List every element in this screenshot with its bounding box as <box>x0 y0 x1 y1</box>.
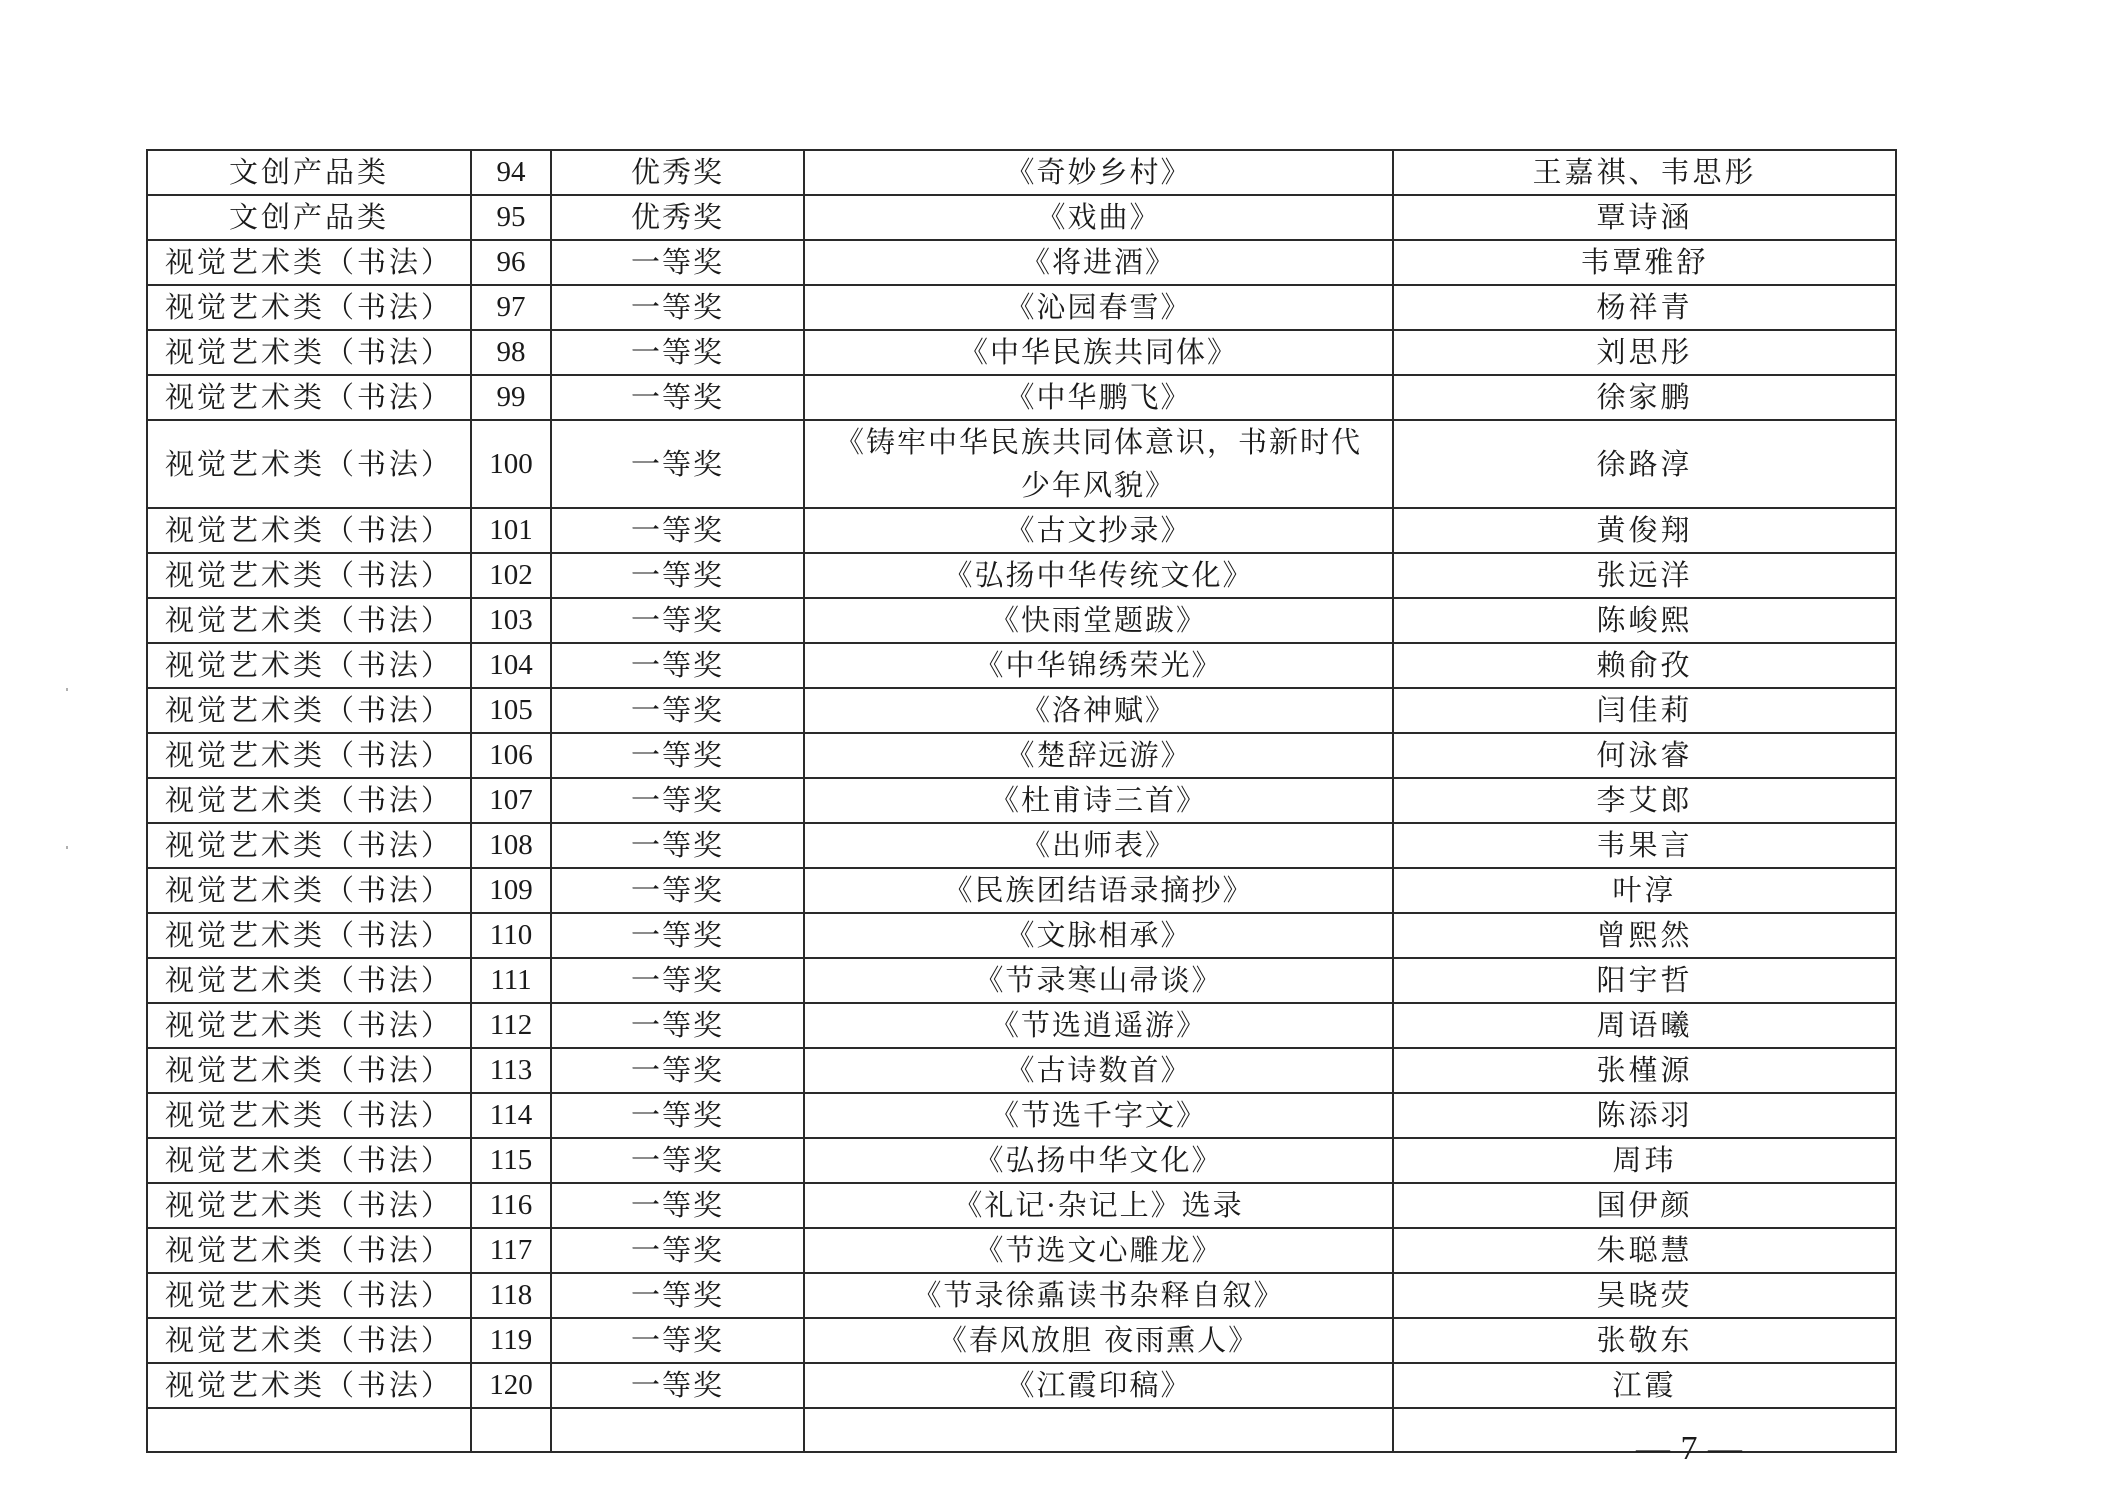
work-title-cell: 《杜甫诗三首》 <box>804 778 1393 823</box>
work-title-cell: 《弘扬中华文化》 <box>804 1138 1393 1183</box>
table-row <box>147 375 1896 420</box>
author-cell: 曾熙然 <box>1393 913 1896 958</box>
category-cell: 视觉艺术类（书法） <box>147 1138 471 1183</box>
work-title-cell: 《中华鹏飞》 <box>804 375 1393 420</box>
author-cell: 韦覃雅舒 <box>1393 240 1896 285</box>
category-cell: 视觉艺术类（书法） <box>147 508 471 553</box>
award-cell: 一等奖 <box>551 1228 804 1273</box>
scan-speck <box>66 688 68 691</box>
award-cell: 一等奖 <box>551 375 804 420</box>
author-cell: 周语曦 <box>1393 1003 1896 1048</box>
number-cell: 113 <box>471 1048 551 1093</box>
category-cell <box>147 1408 471 1452</box>
category-cell: 视觉艺术类（书法） <box>147 733 471 778</box>
category-cell: 视觉艺术类（书法） <box>147 868 471 913</box>
table-row <box>147 1003 1896 1048</box>
table-row <box>147 553 1896 598</box>
award-cell: 一等奖 <box>551 823 804 868</box>
author-cell: 徐路淳 <box>1393 420 1896 508</box>
work-title-cell: 《春风放胆 夜雨熏人》 <box>804 1318 1393 1363</box>
number-cell: 119 <box>471 1318 551 1363</box>
number-cell: 102 <box>471 553 551 598</box>
number-cell: 114 <box>471 1093 551 1138</box>
category-cell: 视觉艺术类（书法） <box>147 778 471 823</box>
number-cell: 99 <box>471 375 551 420</box>
awards-table <box>146 149 1897 1453</box>
award-cell <box>551 1408 804 1452</box>
category-cell: 视觉艺术类（书法） <box>147 1048 471 1093</box>
author-cell: 杨祥青 <box>1393 285 1896 330</box>
award-cell: 一等奖 <box>551 1273 804 1318</box>
author-cell: 陈添羽 <box>1393 1093 1896 1138</box>
category-cell: 视觉艺术类（书法） <box>147 1003 471 1048</box>
category-cell: 视觉艺术类（书法） <box>147 823 471 868</box>
number-cell: 101 <box>471 508 551 553</box>
author-cell: 吴晓荧 <box>1393 1273 1896 1318</box>
award-cell: 一等奖 <box>551 778 804 823</box>
author-cell: 张敬东 <box>1393 1318 1896 1363</box>
table-row <box>147 643 1896 688</box>
table-row <box>147 240 1896 285</box>
work-title-cell: 《楚辞远游》 <box>804 733 1393 778</box>
award-cell: 一等奖 <box>551 868 804 913</box>
number-cell: 112 <box>471 1003 551 1048</box>
number-cell: 106 <box>471 733 551 778</box>
work-title-cell: 《节录徐鼒读书杂释自叙》 <box>804 1273 1393 1318</box>
work-title-cell: 《节选逍遥游》 <box>804 1003 1393 1048</box>
category-cell: 视觉艺术类（书法） <box>147 240 471 285</box>
table-row <box>147 778 1896 823</box>
award-cell: 一等奖 <box>551 1183 804 1228</box>
work-title-cell: 《节选千字文》 <box>804 1093 1393 1138</box>
work-title-cell <box>804 420 1393 508</box>
table-row <box>147 330 1896 375</box>
author-cell: 陈峻熙 <box>1393 598 1896 643</box>
number-cell: 116 <box>471 1183 551 1228</box>
table-row <box>147 150 1896 195</box>
work-title-cell: 《江霞印稿》 <box>804 1363 1393 1408</box>
author-cell: 张槿源 <box>1393 1048 1896 1093</box>
award-cell: 一等奖 <box>551 1363 804 1408</box>
author-cell: 叶淳 <box>1393 868 1896 913</box>
category-cell: 视觉艺术类（书法） <box>147 285 471 330</box>
author-cell: 张远洋 <box>1393 553 1896 598</box>
number-cell: 109 <box>471 868 551 913</box>
work-title-cell: 《中华锦绣荣光》 <box>804 643 1393 688</box>
award-cell: 一等奖 <box>551 240 804 285</box>
category-cell: 视觉艺术类（书法） <box>147 553 471 598</box>
author-cell: 黄俊翔 <box>1393 508 1896 553</box>
award-cell: 一等奖 <box>551 688 804 733</box>
category-cell: 视觉艺术类（书法） <box>147 1093 471 1138</box>
award-cell: 优秀奖 <box>551 195 804 240</box>
category-cell: 文创产品类 <box>147 150 471 195</box>
work-title-cell: 《古诗数首》 <box>804 1048 1393 1093</box>
category-cell: 视觉艺术类（书法） <box>147 643 471 688</box>
award-cell: 一等奖 <box>551 1318 804 1363</box>
award-cell: 一等奖 <box>551 913 804 958</box>
table-row <box>147 913 1896 958</box>
number-cell: 111 <box>471 958 551 1003</box>
number-cell: 108 <box>471 823 551 868</box>
category-cell: 视觉艺术类（书法） <box>147 958 471 1003</box>
award-cell: 一等奖 <box>551 598 804 643</box>
author-cell: 李艾郎 <box>1393 778 1896 823</box>
number-cell: 96 <box>471 240 551 285</box>
number-cell: 103 <box>471 598 551 643</box>
number-cell: 100 <box>471 420 551 508</box>
work-title-cell: 《弘扬中华传统文化》 <box>804 553 1393 598</box>
author-cell: 王嘉祺、韦思彤 <box>1393 150 1896 195</box>
award-cell: 一等奖 <box>551 643 804 688</box>
number-cell: 104 <box>471 643 551 688</box>
award-cell: 一等奖 <box>551 1093 804 1138</box>
work-title-cell: 《礼记·杂记上》选录 <box>804 1183 1393 1228</box>
work-title-cell: 《将进酒》 <box>804 240 1393 285</box>
category-cell: 视觉艺术类（书法） <box>147 598 471 643</box>
number-cell: 98 <box>471 330 551 375</box>
category-cell: 视觉艺术类（书法） <box>147 1363 471 1408</box>
table-row <box>147 823 1896 868</box>
category-cell: 视觉艺术类（书法） <box>147 1183 471 1228</box>
number-cell: 110 <box>471 913 551 958</box>
work-title-cell: 《节选文心雕龙》 <box>804 1228 1393 1273</box>
work-title-cell: 《节录寒山帚谈》 <box>804 958 1393 1003</box>
work-title-cell: 《古文抄录》 <box>804 508 1393 553</box>
scan-speck <box>66 846 68 849</box>
award-cell: 一等奖 <box>551 508 804 553</box>
category-cell: 视觉艺术类（书法） <box>147 1318 471 1363</box>
table-row <box>147 1273 1896 1318</box>
award-cell: 一等奖 <box>551 733 804 778</box>
work-title-line-1: 《铸牢中华民族共同体意识，书新时代 <box>834 425 1362 459</box>
awards-table-body <box>147 150 1896 1452</box>
award-cell: 一等奖 <box>551 285 804 330</box>
author-cell: 阳宇哲 <box>1393 958 1896 1003</box>
category-cell: 视觉艺术类（书法） <box>147 330 471 375</box>
number-cell: 120 <box>471 1363 551 1408</box>
table-row <box>147 1093 1896 1138</box>
award-cell: 一等奖 <box>551 1048 804 1093</box>
table-row <box>147 958 1896 1003</box>
work-title-cell: 《出师表》 <box>804 823 1393 868</box>
award-cell: 一等奖 <box>551 553 804 598</box>
work-title-cell: 《奇妙乡村》 <box>804 150 1393 195</box>
table-row <box>147 1363 1896 1408</box>
work-title-cell: 《民族团结语录摘抄》 <box>804 868 1393 913</box>
work-title-cell: 《快雨堂题跋》 <box>804 598 1393 643</box>
award-cell: 一等奖 <box>551 330 804 375</box>
table-row <box>147 1183 1896 1228</box>
author-cell: 闫佳莉 <box>1393 688 1896 733</box>
work-title-line-2: 少年风貌》 <box>1020 468 1176 502</box>
award-cell: 优秀奖 <box>551 150 804 195</box>
author-cell: 周玮 <box>1393 1138 1896 1183</box>
category-cell: 文创产品类 <box>147 195 471 240</box>
author-cell: 赖俞孜 <box>1393 643 1896 688</box>
award-cell: 一等奖 <box>551 420 804 508</box>
number-cell: 95 <box>471 195 551 240</box>
number-cell: 118 <box>471 1273 551 1318</box>
number-cell <box>471 1408 551 1452</box>
category-cell: 视觉艺术类（书法） <box>147 375 471 420</box>
table-row <box>147 733 1896 778</box>
category-cell: 视觉艺术类（书法） <box>147 688 471 733</box>
category-cell: 视觉艺术类（书法） <box>147 420 471 508</box>
award-cell: 一等奖 <box>551 958 804 1003</box>
table-row <box>147 868 1896 913</box>
number-cell: 115 <box>471 1138 551 1183</box>
table-row <box>147 1228 1896 1273</box>
work-title-cell: 《文脉相承》 <box>804 913 1393 958</box>
award-cell: 一等奖 <box>551 1138 804 1183</box>
number-cell: 105 <box>471 688 551 733</box>
table-row <box>147 1138 1896 1183</box>
table-row <box>147 1318 1896 1363</box>
category-cell: 视觉艺术类（书法） <box>147 913 471 958</box>
table-row <box>147 1048 1896 1093</box>
work-title-cell: 《洛神赋》 <box>804 688 1393 733</box>
author-cell: 国伊颜 <box>1393 1183 1896 1228</box>
work-title-cell: 《沁园春雪》 <box>804 285 1393 330</box>
table-row <box>147 598 1896 643</box>
category-cell: 视觉艺术类（书法） <box>147 1273 471 1318</box>
author-cell: 刘思彤 <box>1393 330 1896 375</box>
number-cell: 94 <box>471 150 551 195</box>
author-cell: 朱聪慧 <box>1393 1228 1896 1273</box>
author-cell: 何泳睿 <box>1393 733 1896 778</box>
table-row <box>147 195 1896 240</box>
award-cell: 一等奖 <box>551 1003 804 1048</box>
author-cell: 江霞 <box>1393 1363 1896 1408</box>
number-cell: 97 <box>471 285 551 330</box>
number-cell: 107 <box>471 778 551 823</box>
table-row <box>147 420 1896 508</box>
work-title-cell <box>804 1408 1393 1452</box>
author-cell: 徐家鹏 <box>1393 375 1896 420</box>
author-cell: 覃诗涵 <box>1393 195 1896 240</box>
work-title-cell: 《戏曲》 <box>804 195 1393 240</box>
table-row <box>147 508 1896 553</box>
author-cell: 韦果言 <box>1393 823 1896 868</box>
category-cell: 视觉艺术类（书法） <box>147 1228 471 1273</box>
table-row <box>147 1408 1896 1452</box>
number-cell: 117 <box>471 1228 551 1273</box>
work-title-cell: 《中华民族共同体》 <box>804 330 1393 375</box>
table-row <box>147 688 1896 733</box>
table-row <box>147 285 1896 330</box>
page-number: — 7 — <box>1636 1430 1743 1467</box>
